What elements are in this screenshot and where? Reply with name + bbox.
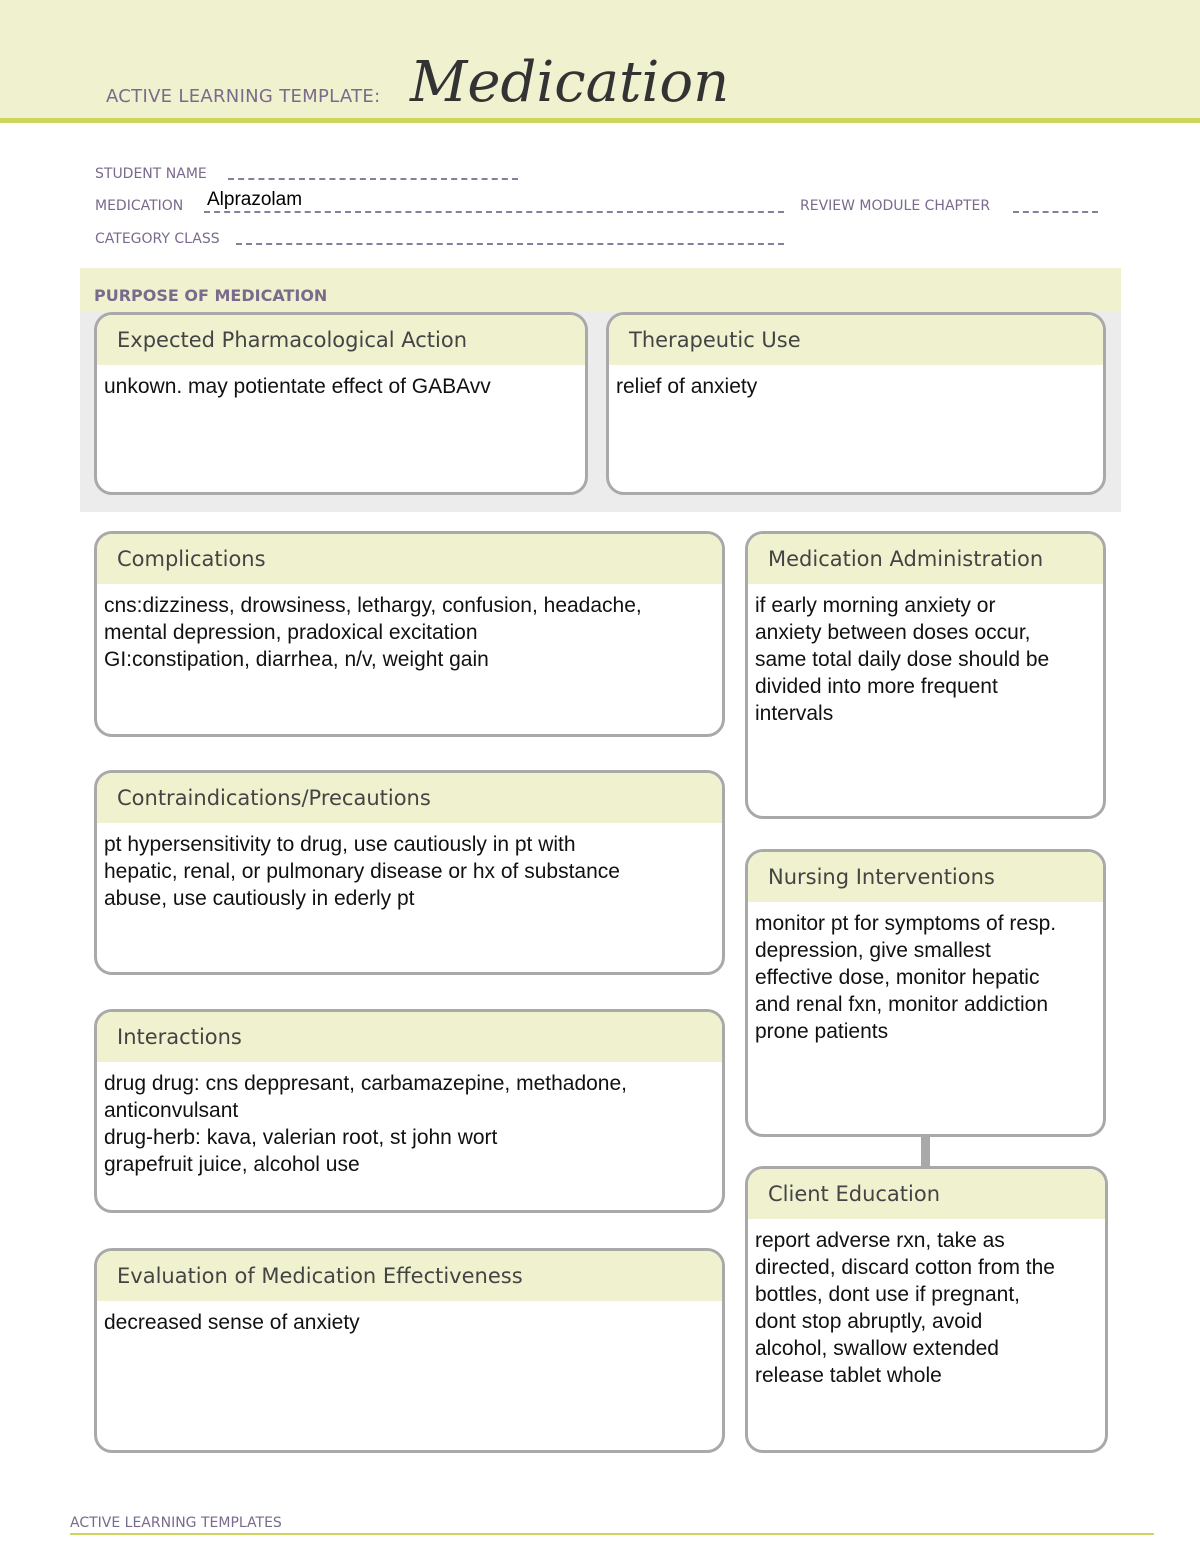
connector: [921, 1134, 930, 1168]
category-class-label: CATEGORY CLASS: [95, 231, 220, 247]
administration-box[interactable]: [745, 531, 1106, 819]
therapeutic-use-box[interactable]: [606, 312, 1106, 495]
box-content[interactable]: monitor pt for symptoms of resp. depression, give smallest effective dose, monitor hepatic and renal fxn, monitor addiction prone patients: [755, 912, 1057, 1043]
box-content[interactable]: pt hypersensitivity to drug, use cautiously in pt with hepatic, renal, or pulmonary disease or hx of substance abuse, use cautiously in ederly pt: [104, 833, 620, 910]
box-content[interactable]: if early morning anxiety or anxiety between doses occur, same total daily dose should be divided into more frequent intervals: [755, 594, 1050, 725]
box-content[interactable]: drug drug: cns deppresant, carbamazepine, methadone, anticonvulsant drug-herb: kava, valerian root, st john wort grapefruit juice, alcohol use: [104, 1072, 628, 1176]
box-title: Interactions: [97, 1012, 722, 1062]
box-title: Nursing Interventions: [748, 852, 1103, 902]
footer-text: ACTIVE LEARNING TEMPLATES: [70, 1515, 282, 1531]
client-education-box[interactable]: [745, 1166, 1108, 1453]
student-name-label: STUDENT NAME: [95, 166, 207, 182]
medication-label: MEDICATION: [95, 198, 184, 214]
contraindications-box[interactable]: [94, 770, 725, 975]
evaluation-box[interactable]: [94, 1248, 725, 1453]
expected-action-box[interactable]: [94, 312, 588, 495]
box-title: Contraindications/Precautions: [97, 773, 722, 823]
box-title: Medication Administration: [748, 534, 1103, 584]
complications-box[interactable]: [94, 531, 725, 737]
box-content[interactable]: relief of anxiety: [616, 375, 758, 398]
purpose-heading: PURPOSE OF MEDICATION: [94, 286, 328, 305]
page-title: Medication: [410, 50, 730, 115]
review-module-field[interactable]: [1013, 211, 1098, 213]
box-title: Therapeutic Use: [609, 315, 1103, 365]
medication-field[interactable]: [204, 211, 784, 213]
interactions-box[interactable]: [94, 1009, 725, 1213]
box-content[interactable]: report adverse rxn, take as directed, discard cotton from the bottles, dont use if pregnant, dont stop abruptly, avoid alcohol, swallow extended release tablet whole: [755, 1229, 1055, 1387]
footer-line: [70, 1533, 1154, 1535]
template-label: ACTIVE LEARNING TEMPLATE:: [106, 86, 381, 107]
nursing-interventions-box[interactable]: [745, 849, 1106, 1137]
box-title: Client Education: [748, 1169, 1105, 1219]
box-title: Expected Pharmacological Action: [97, 315, 585, 365]
category-class-field[interactable]: [236, 243, 784, 245]
box-title: Complications: [97, 534, 722, 584]
box-content[interactable]: cns:dizziness, drowsiness, lethargy, confusion, headache, mental depression, pradoxical excitation GI:constipation, diarrhea, n/v, weight gain: [104, 594, 642, 671]
review-module-label: REVIEW MODULE CHAPTER: [800, 198, 991, 214]
box-content[interactable]: decreased sense of anxiety: [104, 1311, 360, 1334]
student-name-field[interactable]: [228, 178, 518, 180]
box-title: Evaluation of Medication Effectiveness: [97, 1251, 722, 1301]
box-content[interactable]: unkown. may potientate effect of GABAvv: [104, 375, 491, 398]
medication-value[interactable]: Alprazolam: [207, 189, 303, 210]
